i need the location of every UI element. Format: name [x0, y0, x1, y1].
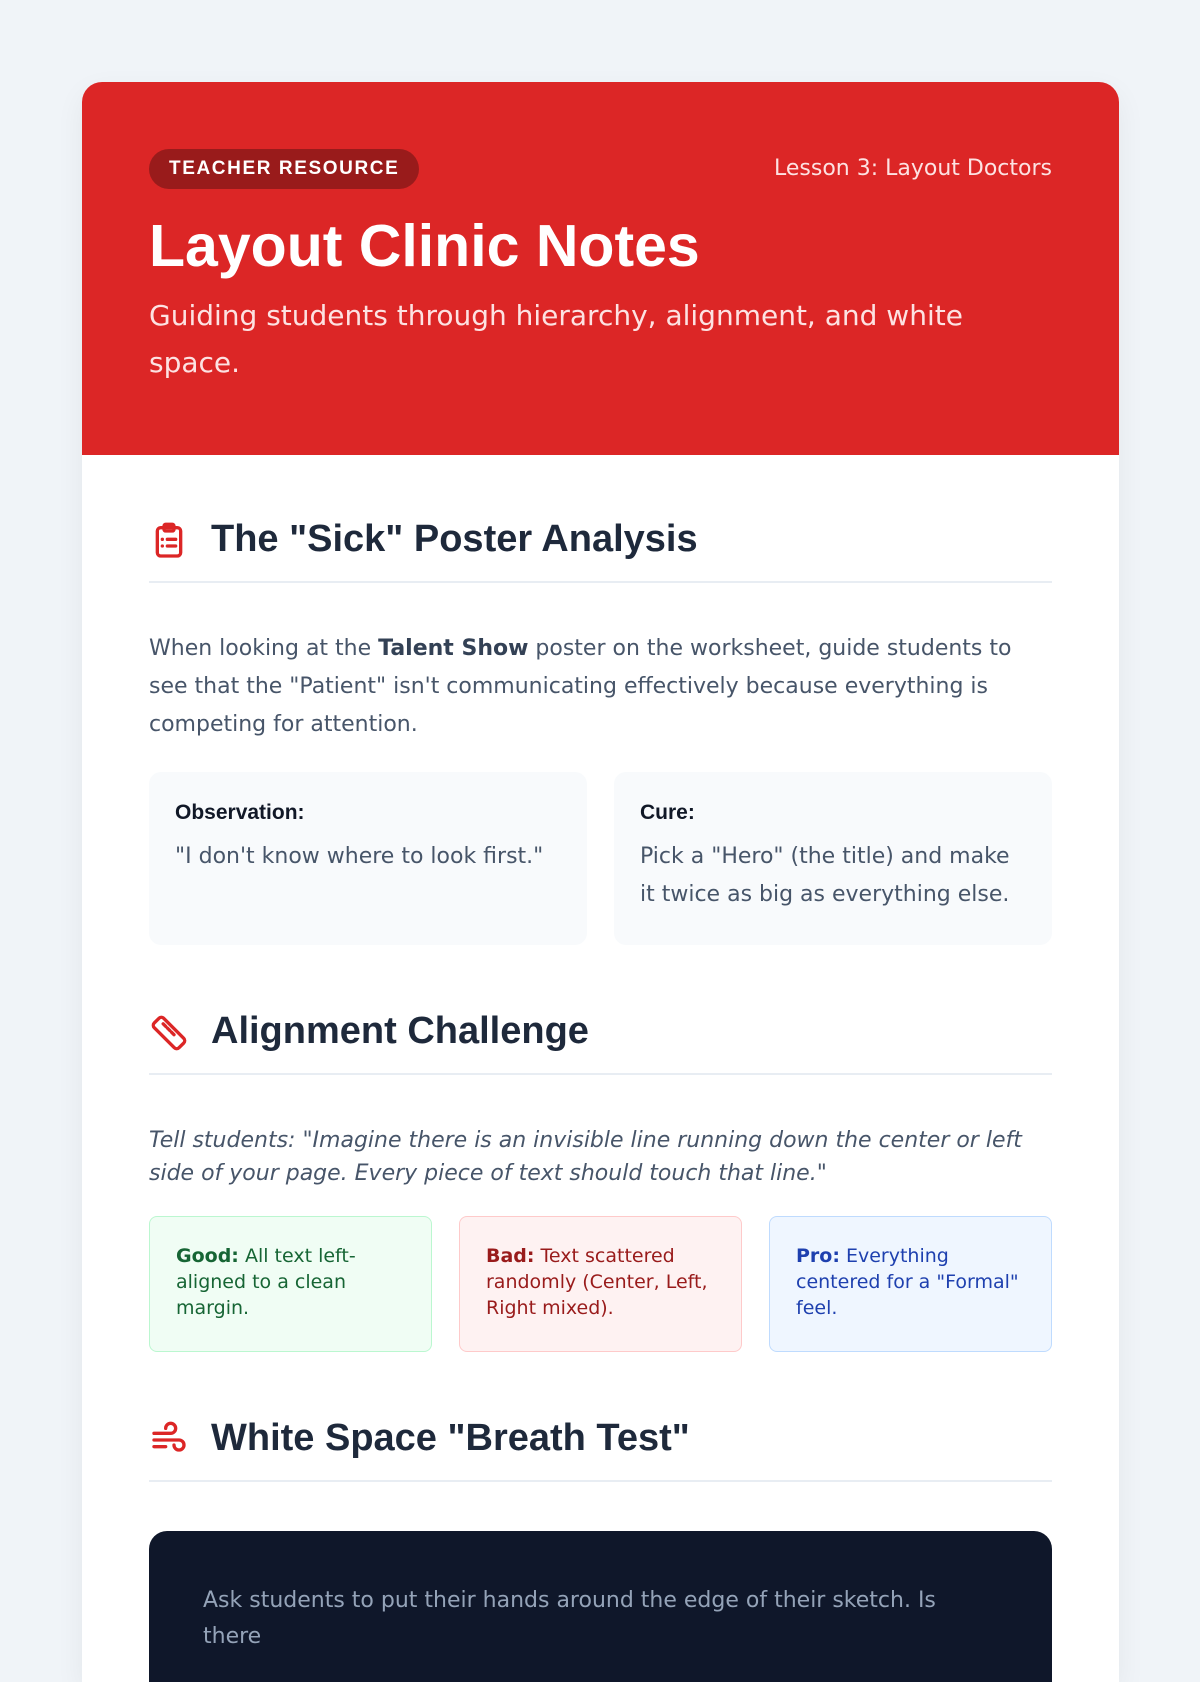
talent-show-emphasis: Talent Show [378, 636, 529, 661]
good-label: Good: [176, 1245, 239, 1267]
section-title: Alignment Challenge [211, 1010, 589, 1052]
clipboard-icon [149, 521, 189, 561]
section-title: The "Sick" Poster Analysis [211, 518, 698, 560]
alignment-quote: Tell students: "Imagine there is an invisible line running down the center or left side of your page. Every piece of text should touch that line." [149, 1128, 1022, 1186]
hero-header [82, 82, 1119, 455]
section-alignment-heading [149, 1007, 1052, 1075]
section-poster-analysis-heading [149, 515, 1052, 583]
good-example-card [149, 1216, 432, 1352]
bad-label: Bad: [486, 1245, 535, 1267]
pro-example-card [769, 1216, 1052, 1352]
teacher-resource-badge: TEACHER RESOURCE [149, 149, 419, 189]
cure-label: Cure: [640, 801, 695, 824]
breath-test-panel [149, 1531, 1052, 1682]
bad-text: Text scattered randomly (Center, Left, Right mixed). [486, 1245, 708, 1319]
paragraph-text: When looking at the [149, 636, 379, 661]
cure-box [614, 772, 1052, 945]
page-title: Layout Clinic Notes [149, 213, 700, 279]
pro-text: Everything centered for a "Formal" feel. [796, 1245, 1019, 1319]
lesson-label: Lesson 3: Layout Doctors [774, 156, 1052, 181]
cure-text: Pick a "Hero" (the title) and make it twice as big as everything else. [640, 844, 1010, 907]
section-title: White Space "Breath Test" [211, 1417, 690, 1459]
poster-analysis-paragraph [149, 630, 1052, 744]
notes-card [82, 82, 1119, 1682]
observation-label: Observation: [175, 801, 305, 824]
good-text: All text left-aligned to a clean margin. [176, 1245, 356, 1319]
page-subtitle: Guiding students through hierarchy, alignment, and white space. [149, 299, 963, 379]
wind-icon [149, 1420, 189, 1460]
paragraph-text: poster on the worksheet, guide students to see that the "Patient" isn't communicating effectively because everything is competing for attention. [149, 636, 1012, 737]
observation-text: "I don't know where to look first." [175, 844, 544, 869]
pro-label: Pro: [796, 1245, 840, 1267]
section-white-space-heading [149, 1414, 1052, 1482]
observation-box [149, 772, 587, 945]
bad-example-card [459, 1216, 742, 1352]
ruler-icon [149, 1013, 189, 1053]
breath-test-text: Ask students to put their hands around the edge of their sketch. Is there [203, 1588, 936, 1649]
